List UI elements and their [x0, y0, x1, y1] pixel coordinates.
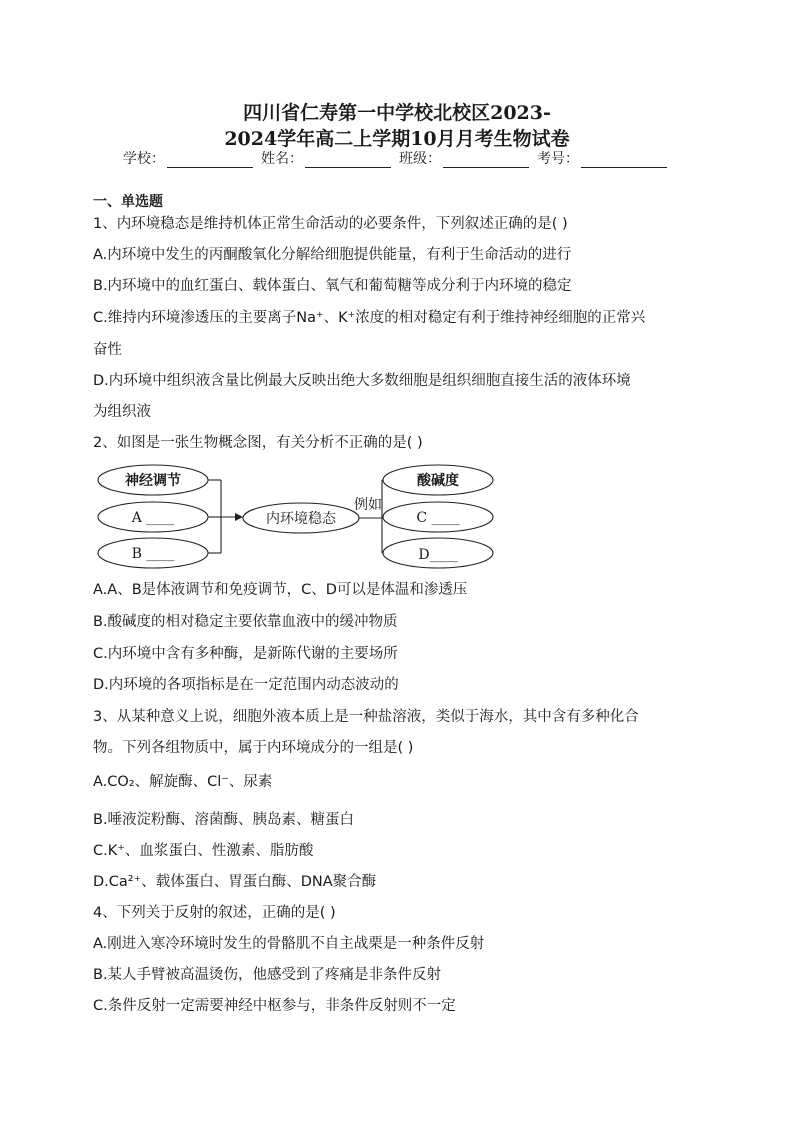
question-1-option-b: B.内环境中的血红蛋白、载体蛋白、氧气和葡萄糖等成分利于内环境的稳定 — [93, 278, 572, 294]
question-4-option-c: C.条件反射一定需要神经中枢参与，非条件反射则不一定 — [93, 998, 456, 1014]
node-label-left-3: B ____ — [131, 546, 175, 562]
node-label-left-1: 神经调节 — [125, 473, 181, 489]
question-1-option-d-cont: 为组织液 — [93, 404, 151, 420]
exam-title-line2: 2024学年高二上学期10月月考生物试卷 — [224, 128, 570, 150]
connector-label: 例如 — [354, 497, 382, 513]
node-label-left-2: A ____ — [131, 510, 175, 526]
node-label-right-2: C ____ — [416, 510, 460, 526]
school-field[interactable]: 学校： — [123, 148, 257, 168]
question-2-option-a: A.A、B是体液调节和免疫调节，C、D可以是体温和渗透压 — [93, 582, 468, 598]
question-3-stem-cont: 物。下列各组物质中，属于内环境成分的一组是( ) — [93, 740, 414, 756]
question-2-option-b: B.酸碱度的相对稳定主要依靠血液中的缓冲物质 — [93, 614, 398, 630]
student-info-row — [0, 148, 794, 168]
name-field[interactable]: 姓名： — [261, 148, 395, 168]
node-label-right-1: 酸碱度 — [417, 473, 459, 489]
arrow-head-icon — [235, 513, 243, 521]
question-4-stem: 4、下列关于反射的叙述，正确的是( ) — [93, 905, 336, 921]
exam-number-field[interactable]: 考号： — [537, 148, 671, 168]
section-heading: 一、单选题 — [93, 194, 163, 210]
question-4-option-b: B.某人手臂被高温烫伤，他感受到了疼痛是非条件反射 — [93, 967, 442, 983]
class-field[interactable]: 班级： — [399, 148, 533, 168]
question-4-option-a: A.刚进入寒冷环境时发生的骨骼肌不自主战栗是一种条件反射 — [93, 936, 485, 952]
question-1-stem: 1、内环境稳态是维持机体正常生命活动的必要条件，下列叙述正确的是( ) — [93, 216, 568, 232]
question-1-option-c-cont: 奋性 — [93, 342, 122, 358]
question-3-option-c: C.K⁺、血浆蛋白、性激素、脂肪酸 — [93, 843, 314, 859]
question-2-stem: 2、如图是一张生物概念图，有关分析不正确的是( ) — [93, 435, 423, 451]
question-2-option-d: D.内环境的各项指标是在一定范围内动态波动的 — [93, 677, 399, 693]
question-3-option-d: D.Ca²⁺、载体蛋白、胃蛋白酶、DNA聚合酶 — [93, 874, 377, 890]
question-3-stem: 3、从某种意义上说，细胞外液本质上是一种盐溶液，类似于海水，其中含有多种化合 — [93, 709, 639, 725]
question-1-option-a: A.内环境中发生的丙酮酸氧化分解给细胞提供能量，有利于生命活动的进行 — [93, 247, 572, 263]
question-1-option-c: C.维持内环境渗透压的主要离子Na⁺、K⁺浓度的相对稳定有利于维持神经细胞的正常兴 — [93, 310, 646, 326]
concept-diagram — [96, 462, 498, 576]
node-label-center: 内环境稳态 — [266, 511, 336, 527]
exam-title-line1: 四川省仁寿第一中学校北校区2023- — [243, 102, 551, 124]
question-1-option-d: D.内环境中组织液含量比例最大反映出绝大多数细胞是组织细胞直接生活的液体环境 — [93, 373, 631, 389]
node-label-right-3: D____ — [418, 547, 458, 563]
question-3-option-a: A.CO₂、解旋酶、Cl⁻、尿素 — [93, 774, 273, 790]
question-2-option-c: C.内环境中含有多种酶，是新陈代谢的主要场所 — [93, 646, 398, 662]
question-3-option-b: B.唾液淀粉酶、溶菌酶、胰岛素、糖蛋白 — [93, 812, 355, 828]
